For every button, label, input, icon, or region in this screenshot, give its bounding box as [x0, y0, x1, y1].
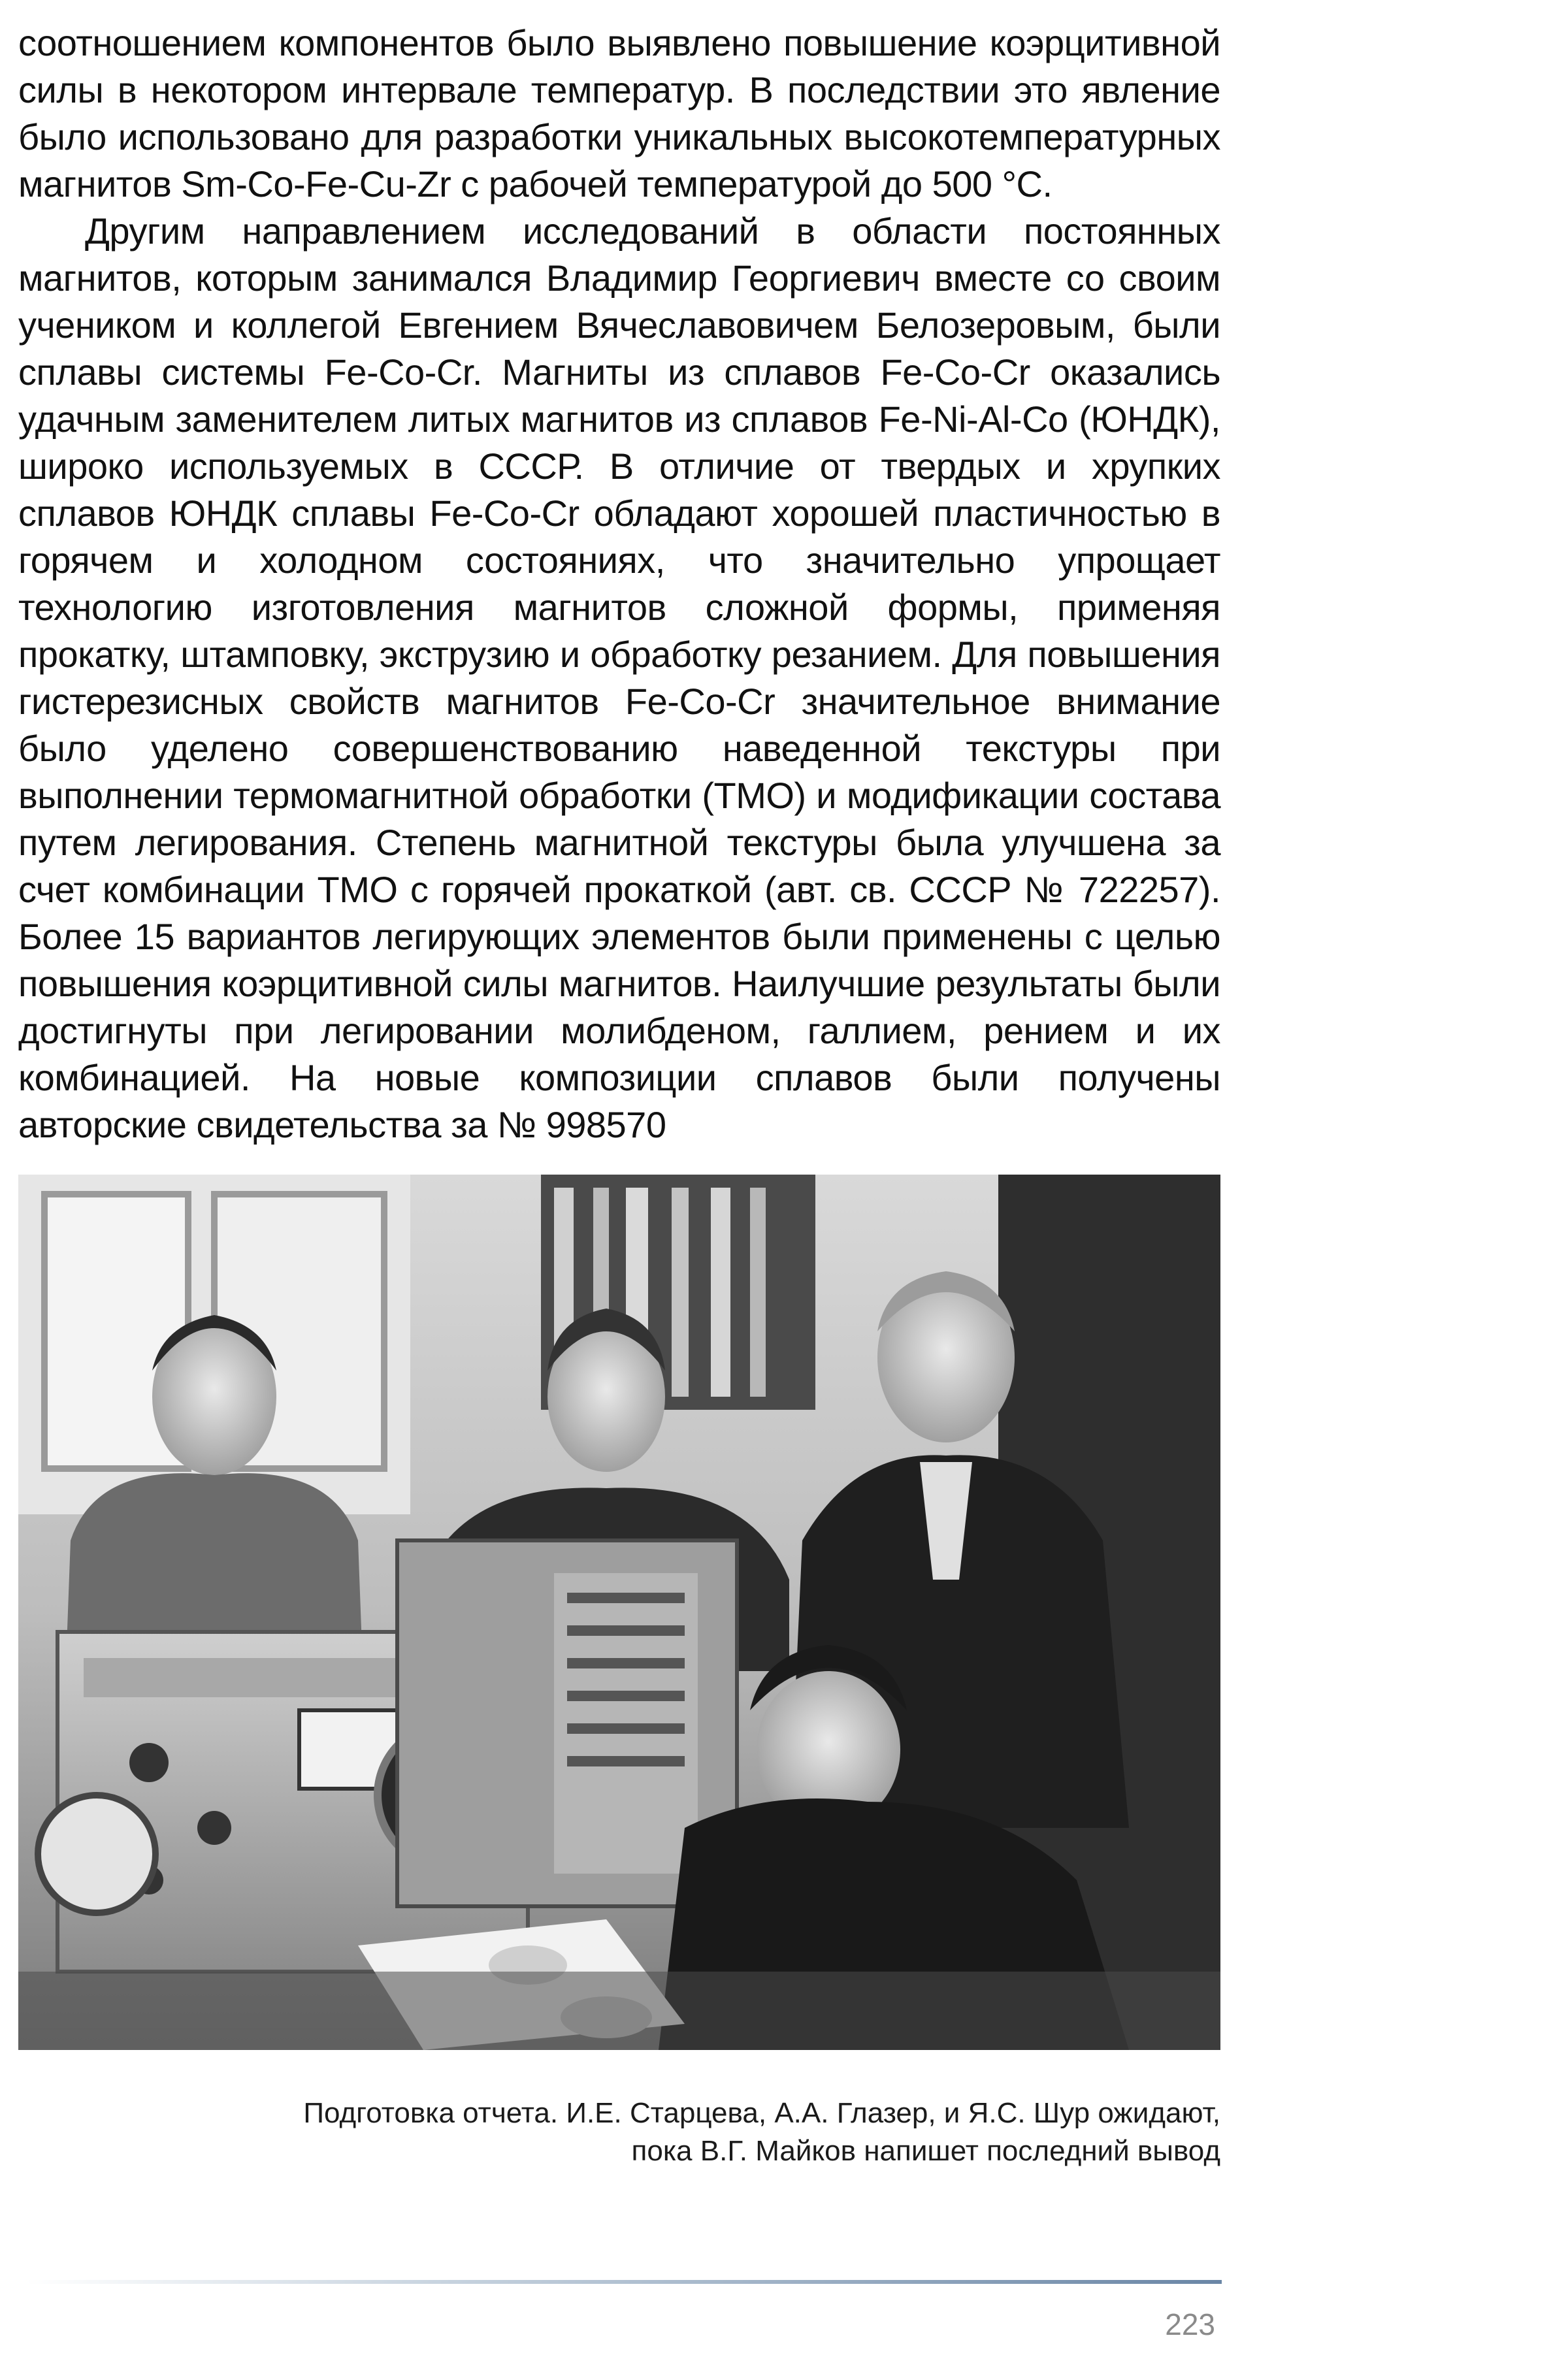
- archival-photograph: [18, 1175, 1220, 2050]
- paragraph-fe-co-cr: Другим направлением исследований в области постоянных магнитов, которым занимался Владимир Георгиевич вместе со своим учеником и коллегой Евгением Вячеславовичем Белозеровым, были сплавы системы Fe-Co-Cr. Магниты из сплавов Fe-Co-Cr оказались удачным заменителем литых магнитов из сплавов Fe-Ni-Al-Co (ЮНДК), широко используемых в СССР. В отличие от твердых и хрупких сплавов ЮНДК сплавы Fe-Co-Cr обладают хорошей пластичностью в горячем и холодном состояниях, что значительно упрощает технологию изготовления магнитов сложной формы, применяя прокатку, штамповку, экструзию и обработку резанием. Для повышения гистерезисных свойств магнитов Fe-Co-Cr значительное внимание было уделено совершенствованию наведенной текстуры при выполнении термомагнитной обработки (ТМО) и модификации состава путем легирования. Степень магнитной текстуры была улучшена за счет комбинации ТМО с горячей прокаткой (авт. св. СССР № 722257). Более 15 вариантов легирующих элементов были применены с целью повышения коэрцитивной силы магнитов. Наилучшие результаты были достигнуты при легировании молибденом, галлием, рением и их комбинацией. На новые композиции сплавов были получены авторские свидетельства за № 998570: [18, 210, 1220, 1145]
- footer-divider: [26, 2280, 1222, 2284]
- body-text: [18, 20, 1220, 1148]
- paragraph-continuation: соотношением компонентов было выявлено повышение коэрцитивной силы в некотором интервале температур. В последствии это явление было использовано для разработки уникальных высокотемпературных магнитов Sm-Co-Fe-Cu-Zr с рабочей температурой до 500 °С.: [18, 22, 1220, 204]
- caption-line-1: Подготовка отчета. И.Е. Старцева, А.А. Глазер, и Я.С. Шур ожидают,: [303, 2097, 1220, 2129]
- caption-line-2: пока В.Г. Майков напишет последний вывод: [631, 2135, 1220, 2167]
- photo-illustration: [18, 1175, 1220, 2050]
- photo-caption: [196, 2094, 1220, 2170]
- page-number: 223: [1165, 2307, 1215, 2341]
